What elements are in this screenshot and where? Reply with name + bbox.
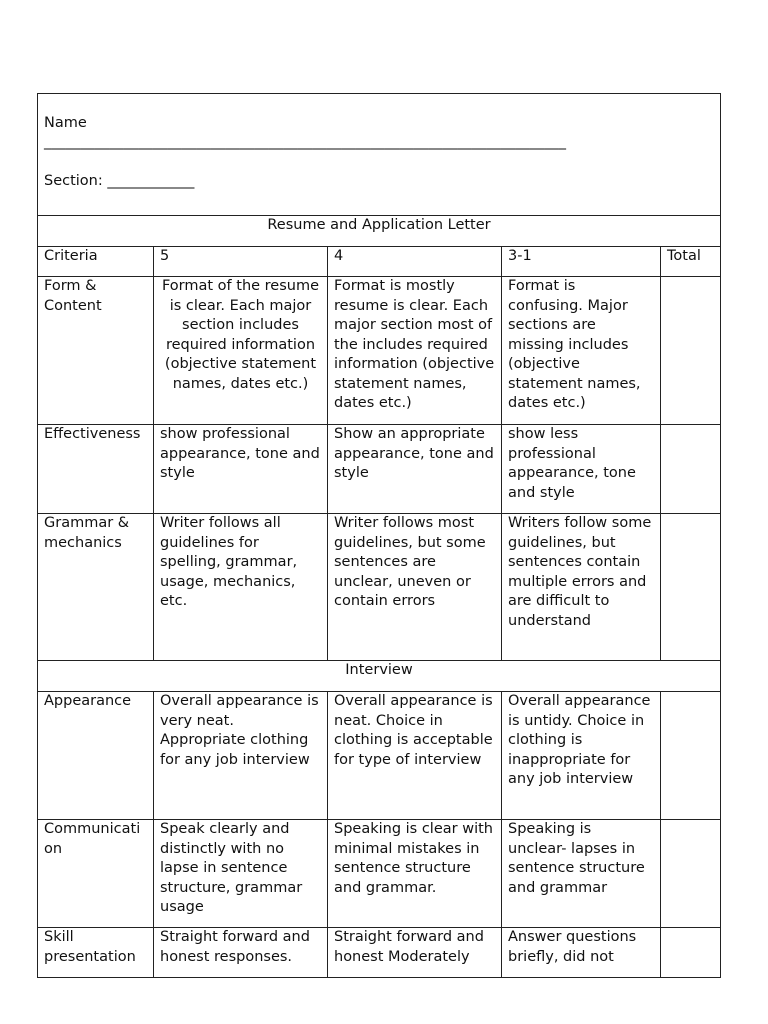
col-score4-header: 4: [328, 247, 502, 277]
total-cell[interactable]: [661, 277, 721, 425]
name-section-cell: [38, 94, 721, 216]
score4-cell: Speaking is clear with minimal mistakes in sentence structure and grammar.: [328, 820, 502, 928]
criteria-cell: Appearance: [38, 692, 154, 820]
section-label: Section:: [44, 173, 103, 189]
col-criteria-header: Criteria: [38, 247, 154, 277]
col-score3-1-header: 3-1: [502, 247, 661, 277]
total-cell[interactable]: [661, 928, 721, 978]
name-line: [44, 114, 714, 153]
section-title-row: [38, 661, 721, 692]
interview-section-title: Interview: [38, 661, 721, 692]
total-cell[interactable]: [661, 820, 721, 928]
criteria-cell: Skill presentation: [38, 928, 154, 978]
total-cell[interactable]: [661, 425, 721, 514]
section-line: [44, 172, 714, 192]
score5-cell: Overall appearance is very neat. Appropriate clothing for any job interview: [154, 692, 328, 820]
table-row: [38, 425, 721, 514]
criteria-cell: Form & Content: [38, 277, 154, 425]
score4-cell: Writer follows most guidelines, but some sentences are unclear, uneven or contain errors: [328, 514, 502, 661]
score3-1-cell: Speaking is unclear- lapses in sentence structure and grammar: [502, 820, 661, 928]
col-total-header: Total: [661, 247, 721, 277]
score4-cell: Overall appearance is neat. Choice in clothing is acceptable for type of interview: [328, 692, 502, 820]
score3-1-cell: Answer questions briefly, did not: [502, 928, 661, 978]
criteria-cell: Effectiveness: [38, 425, 154, 514]
table-row: [38, 277, 721, 425]
score5-cell: Straight forward and honest responses.: [154, 928, 328, 978]
table-row: [38, 692, 721, 820]
column-header-row: [38, 247, 721, 277]
score4-cell: Show an appropriate appearance, tone and style: [328, 425, 502, 514]
table-row: [38, 928, 721, 978]
score3-1-cell: show less professional appearance, tone and style: [502, 425, 661, 514]
section-blank[interactable]: ____________: [107, 173, 195, 189]
criteria-cell: Communicati on: [38, 820, 154, 928]
table-row: [38, 514, 721, 661]
score5-cell: show professional appearance, tone and style: [154, 425, 328, 514]
score5-cell: Speak clearly and distinctly with no lapse in sentence structure, grammar usage: [154, 820, 328, 928]
name-blank[interactable]: ________________________________________________________________________: [44, 134, 566, 150]
header-row: [38, 94, 721, 216]
score4-cell: Format is mostly resume is clear. Each major section most of the includes required information (objective statement names, dates etc.): [328, 277, 502, 425]
total-cell[interactable]: [661, 514, 721, 661]
section-title-row: [38, 216, 721, 247]
score3-1-cell: Format is confusing. Major sections are missing includes (objective statement names, dates etc.): [502, 277, 661, 425]
total-cell[interactable]: [661, 692, 721, 820]
name-label: Name: [44, 114, 87, 131]
col-score5-header: 5: [154, 247, 328, 277]
rubric-table: [37, 93, 721, 978]
score4-cell: Straight forward and honest Moderately: [328, 928, 502, 978]
score3-1-cell: Writers follow some guidelines, but sentences contain multiple errors and are difficult to understand: [502, 514, 661, 661]
score5-cell: Writer follows all guidelines for spelling, grammar, usage, mechanics, etc.: [154, 514, 328, 661]
criteria-cell: Grammar & mechanics: [38, 514, 154, 661]
table-row: [38, 820, 721, 928]
resume-section-title: Resume and Application Letter: [38, 216, 721, 247]
score3-1-cell: Overall appearance is untidy. Choice in clothing is inappropriate for any job interview: [502, 692, 661, 820]
score5-cell: Format of the resume is clear. Each major section includes required information (objective statement names, dates etc.): [154, 277, 328, 425]
